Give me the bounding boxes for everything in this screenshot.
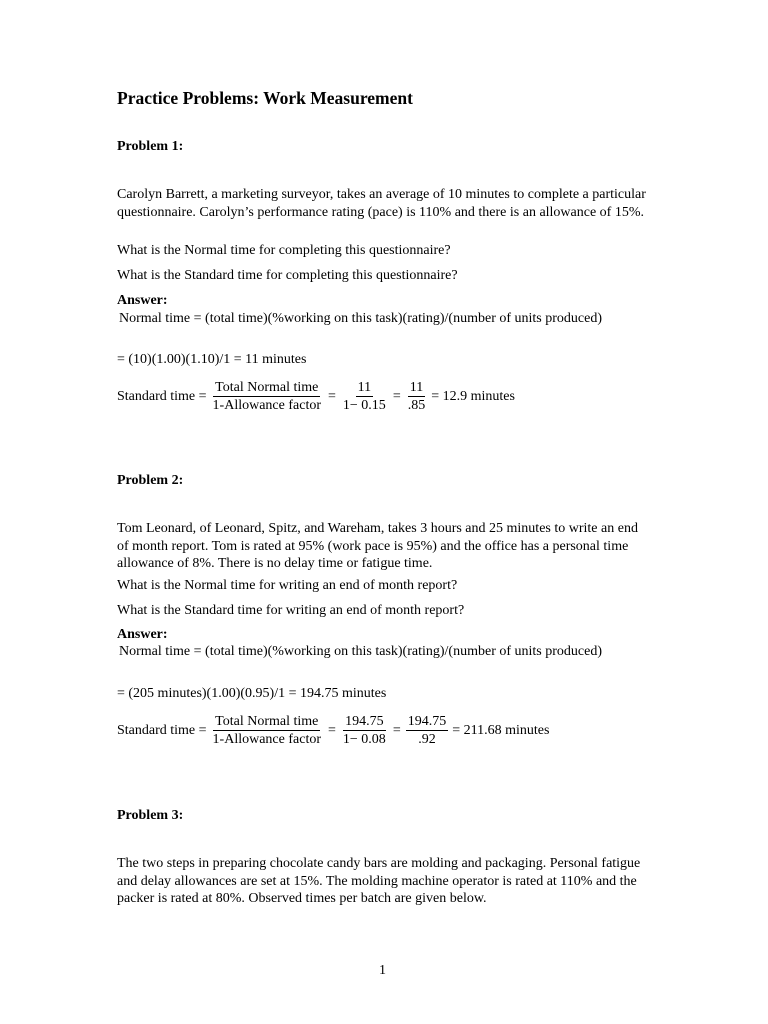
fraction-simplified (406, 713, 449, 748)
fraction-denominator: .85 (407, 398, 426, 413)
problem-1-question-normal: What is the Normal time for completing this questionnaire? (117, 243, 451, 258)
equals-sign: = (392, 722, 401, 738)
problem-2-normal-time-calculation: = (205 minutes)(1.00)(0.95)/1 = 194.75 minutes (117, 686, 387, 701)
problem-2-question-normal: What is the Normal time for writing an end of month report? (117, 578, 458, 593)
problem-1-normal-time-formula: Normal time = (total time)(%working on this task)(rating)/(number of units produced) (119, 311, 602, 326)
problem-3-text: The two steps in preparing chocolate candy bars are molding and packaging. Personal fatigue and delay allowances are set at 15%. The molding machine operator is rated at 110% and the packer is rated at 80%. Observed times per batch are given below. (117, 856, 641, 906)
fraction-total-normal-time (211, 379, 323, 414)
fraction-denominator: 1-Allowance factor (212, 398, 321, 413)
problem-1-standard-time-formula (117, 379, 515, 414)
equals-sign: = (328, 388, 336, 404)
fraction-numerator: 11 (409, 380, 424, 395)
fraction-total-normal-time (211, 713, 323, 748)
fraction-denominator: 1− 0.15 (342, 398, 386, 413)
problem-2-question-standard: What is the Standard time for writing an end of month report? (117, 603, 465, 618)
problem-1-question-standard: What is the Standard time for completing this questionnaire? (117, 268, 458, 283)
fraction-numerator: 11 (357, 380, 372, 395)
fraction-denominator: 1-Allowance factor (212, 732, 321, 747)
page-number: 1 (379, 963, 386, 978)
fraction-substituted (341, 713, 388, 748)
equals-sign: = (392, 388, 401, 404)
standard-time-result: = 12.9 minutes (431, 388, 515, 404)
standard-time-result: = 211.68 minutes (452, 722, 550, 738)
problem-2-text: Tom Leonard, of Leonard, Spitz, and Wareham, takes 3 hours and 25 minutes to write an end of month report. Tom is rated at 95% (work pace is 95%) and the office has a personal time allowance of 8%. There is no delay time or fatigue time. (117, 521, 638, 571)
problem-2-normal-time-formula: Normal time = (total time)(%working on this task)(rating)/(number of units produced) (119, 644, 602, 659)
problem-1-heading: Problem 1: (117, 139, 184, 154)
fraction-numerator: 194.75 (407, 714, 447, 729)
fraction-denominator: .92 (418, 732, 436, 747)
problem-2-standard-time-formula (117, 713, 549, 748)
fraction-denominator: 1− 0.08 (342, 732, 386, 747)
problem-1-normal-time-calculation: = (10)(1.00)(1.10)/1 = 11 minutes (117, 352, 307, 367)
fraction-substituted (341, 379, 388, 414)
equals-sign: = (328, 722, 336, 738)
problem-2-answer-label: Answer: (117, 627, 168, 642)
fraction-numerator: 194.75 (345, 714, 384, 729)
page-title: Practice Problems: Work Measurement (117, 88, 413, 108)
fraction-simplified (406, 379, 428, 414)
problem-1-text: Carolyn Barrett, a marketing surveyor, takes an average of 10 minutes to complete a particular questionnaire. Carolyn’s performance rating (pace) is 110% and there is an allowance of 15%. (117, 187, 646, 220)
fraction-numerator: Total Normal time (215, 714, 319, 729)
problem-1-answer-label: Answer: (117, 293, 168, 308)
standard-time-label: Standard time = (117, 388, 207, 404)
problem-3-heading: Problem 3: (117, 808, 184, 823)
problem-2-heading: Problem 2: (117, 473, 184, 488)
fraction-numerator: Total Normal time (215, 380, 319, 395)
standard-time-label: Standard time = (117, 722, 207, 738)
